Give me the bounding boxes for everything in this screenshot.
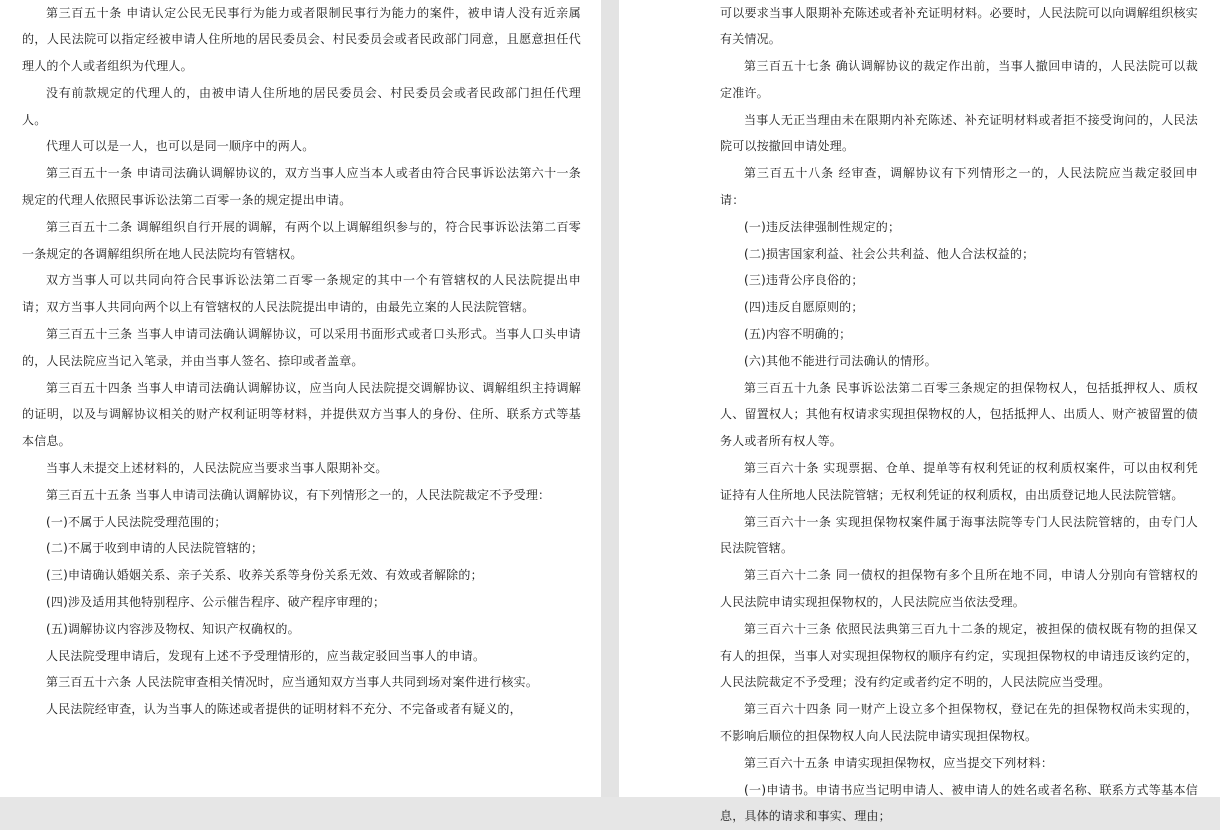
paragraph: 第三百五十四条 当事人申请司法确认调解协议，应当向人民法院提交调解协议、调解组织主持调解的证明，以及与调解协议相关的财产权利证明等材料，并提供双方当事人的身份、住所、联系方式等基本信息。 — [22, 380, 581, 449]
paragraph: 第三百五十九条 民事诉讼法第二百零三条规定的担保物权人，包括抵押权人、质权人、留置权人；其他有权请求实现担保物权的人，包括抵押人、出质人、财产被留置的债务人或者所有权人等。 — [720, 380, 1198, 449]
paragraph: (一)不属于人民法院受理范围的； — [46, 514, 227, 529]
document-page-right — [619, 0, 1220, 824]
paragraph: (二)不属于收到申请的人民法院管辖的； — [46, 541, 264, 556]
paragraph: (四)违反自愿原则的； — [744, 300, 864, 315]
paragraph: 人民法院受理申请后，发现有上述不予受理情形的，应当裁定驳回当事人的申请。 — [46, 648, 486, 663]
paragraph: 第三百五十五条 当事人申请司法确认调解协议，有下列情形之一的，人民法院裁定不予受理： — [46, 487, 551, 502]
paragraph: (三)违背公序良俗的； — [744, 273, 864, 288]
page-gutter — [601, 0, 619, 797]
paragraph: 第三百五十八条 经审查，调解协议有下列情形之一的，人民法院应当裁定驳回申请： — [720, 166, 1198, 208]
paragraph: (二)损害国家利益、社会公共利益、他人合法权益的； — [744, 246, 1035, 261]
paragraph: 代理人可以是一人，也可以是同一顺序中的两人。 — [46, 139, 315, 154]
paragraph: 没有前款规定的代理人的，由被申请人住所地的居民委员会、村民委员会或者民政部门担任代理人。 — [22, 85, 581, 127]
paragraph: 第三百六十四条 同一财产上设立多个担保物权，登记在先的担保物权尚未实现的，不影响后顺位的担保物权人向人民法院申请实现担保物权。 — [720, 702, 1198, 744]
paragraph: (一)违反法律强制性规定的； — [744, 219, 901, 234]
paragraph: 第三百五十一条 申请司法确认调解协议的，双方当事人应当本人或者由符合民事诉讼法第六十一条规定的代理人依照民事诉讼法第二百零一条的规定提出申请。 — [22, 166, 581, 208]
paragraph: 第三百五十七条 确认调解协议的裁定作出前，当事人撤回申请的，人民法院可以裁定准许。 — [720, 59, 1198, 100]
paragraph: 双方当事人可以共同向符合民事诉讼法第二百零一条规定的其中一个有管辖权的人民法院提出申请；双方当事人共同向两个以上有管辖权的人民法院提出申请的，由最先立案的人民法院管辖。 — [22, 273, 581, 315]
paragraph: (一)申请书。申请书应当记明申请人、被申请人的姓名或者名称、联系方式等基本信息，具体的请求和事实、理由； — [720, 782, 1198, 824]
paragraph: 第三百五十条 申请认定公民无民事行为能力或者限制民事行为能力的案件，被申请人没有近亲属的，人民法院可以指定经被申请人住所地的居民委员会、村民委员会或者民政部门同意，且愿意担任代理人的个人或者组织为代理人。 — [22, 5, 581, 74]
paragraph: 当事人未提交上述材料的，人民法院应当要求当事人限期补交。 — [46, 461, 388, 476]
paragraph: (五)内容不明确的； — [744, 327, 852, 342]
paragraph: 第三百六十条 实现票据、仓单、提单等有权利凭证的权利质权案件，可以由权利凭证持有人住所地人民法院管辖；无权利凭证的权利质权，由出质登记地人民法院管辖。 — [720, 461, 1198, 502]
paragraph: (四)涉及适用其他特别程序、公示催告程序、破产程序审理的； — [46, 595, 386, 610]
paragraph: (五)调解协议内容涉及物权、知识产权确权的。 — [46, 621, 300, 636]
paragraph: (六)其他不能进行司法确认的情形。 — [744, 353, 937, 368]
document-page-left — [0, 0, 601, 797]
paragraph: 第三百五十二条 调解组织自行开展的调解，有两个以上调解组织参与的，符合民事诉讼法第二百零一条规定的各调解组织所在地人民法院均有管辖权。 — [22, 219, 581, 261]
paragraph: 第三百五十三条 当事人申请司法确认调解协议，可以采用书面形式或者口头形式。当事人口头申请的，人民法院应当记入笔录，并由当事人签名、捺印或者盖章。 — [22, 327, 581, 368]
paragraph: 第三百六十二条 同一债权的担保物有多个且所在地不同，申请人分别向有管辖权的人民法院申请实现担保物权的，人民法院应当依法受理。 — [720, 568, 1198, 610]
paragraph: 可以要求当事人限期补充陈述或者补充证明材料。必要时，人民法院可以向调解组织核实有关情况。 — [720, 5, 1198, 47]
paragraph: 第三百六十一条 实现担保物权案件属于海事法院等专门人民法院管辖的，由专门人民法院管辖。 — [720, 514, 1198, 556]
paragraph: 当事人无正当理由未在限期内补充陈述、补充证明材料或者拒不接受询问的，人民法院可以按撤回申请处理。 — [720, 112, 1198, 154]
paragraph: 第三百六十五条 申请实现担保物权，应当提交下列材料： — [744, 755, 1054, 770]
paragraph: 第三百五十六条 人民法院审查相关情况时，应当通知双方当事人共同到场对案件进行核实。 — [46, 675, 539, 690]
paragraph: 人民法院经审查，认为当事人的陈述或者提供的证明材料不充分、不完备或者有疑义的， — [46, 702, 522, 717]
paragraph: (三)申请确认婚姻关系、亲子关系、收养关系等身份关系无效、有效或者解除的； — [46, 568, 483, 583]
paragraph: 第三百六十三条 依照民法典第三百九十二条的规定，被担保的债权既有物的担保又有人的担保，当事人对实现担保物权的顺序有约定，实现担保物权的申请违反该约定的，人民法院裁定不予受理；没有约定或者约定不明的，人民法院应当受理。 — [720, 621, 1198, 690]
